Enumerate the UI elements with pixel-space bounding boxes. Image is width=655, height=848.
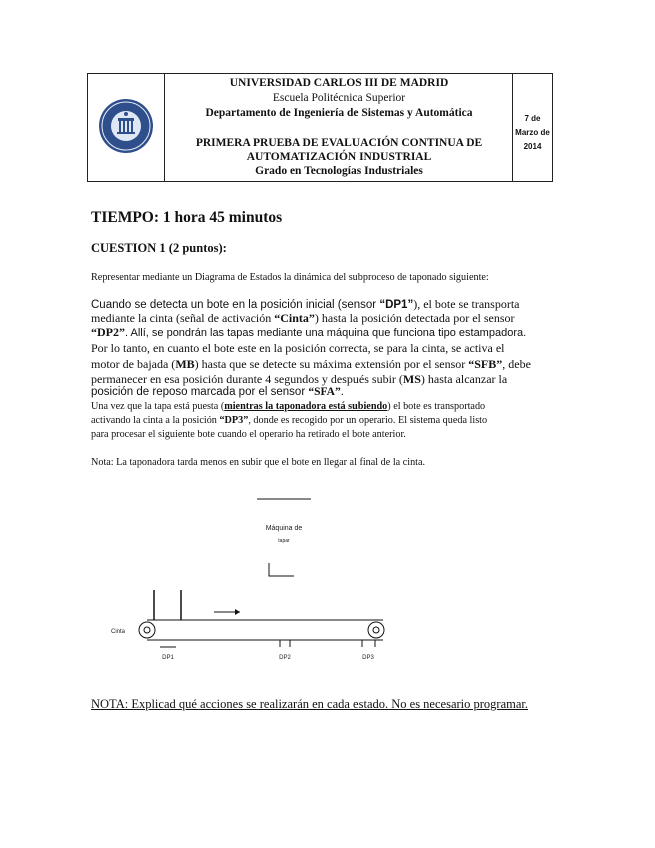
right-pulley-icon [368,622,384,638]
body-text: , debe [502,357,531,371]
exam-date [512,74,552,181]
exam-title-line-2: AUTOMATIZACIÓN INDUSTRIAL [246,151,432,163]
body-text: ) hasta la posición detectada por el sensor [314,311,515,325]
signal-ref-ms: MS [402,372,421,386]
date-line-3: 2014 [523,142,542,151]
arrow-head-icon [235,609,240,615]
sensor-ref-dp2: “DP2” [91,325,125,339]
sensor-ref-dp1: “DP1” [379,299,414,311]
body-line-1 [91,297,520,312]
body-line-4: Por lo tanto, en cuanto el bote este en la posición correcta, se para la cinta, se activa el [91,341,505,355]
body-text: . Allí, se pondrán las tapas mediante una máquina que funciona tipo estampadora. [125,327,527,339]
body-text: Una vez que la tapa está puesta ( [91,401,225,412]
school-name: Escuela Politécnica Superior [272,92,406,104]
conveyor-diagram [100,490,400,665]
sensor-ref-dp3: “DP3” [219,415,249,426]
sensor-dp1-label: DP1 [162,655,174,661]
university-seal-icon [88,74,165,181]
sensor-dp2-mark [280,640,290,647]
signal-ref-mb: MB [175,357,195,371]
signal-ref-cinta: “Cinta” [274,311,315,325]
exam-title-line-1: PRIMERA PRUEBA DE EVALUACIÓN CONTINUA DE [195,137,483,149]
body-text: permanecer en esa posición durante 4 segundos y después subir ( [91,372,403,386]
body-line-5 [91,357,531,372]
body-text: ) el bote es transportado [387,401,486,412]
university-logo-cell [88,74,165,181]
body-text: , donde es recogido por un operario. El sistema queda listo [248,415,488,426]
belt-label: Cinta [111,629,126,635]
body-text: . [340,386,344,398]
sensor-dp2-label: DP2 [279,655,291,661]
question-heading: CUESTION 1 (2 puntos): [91,241,227,255]
sensor-dp3-mark [362,640,375,647]
final-note: NOTA: Explicad qué acciones se realizarán en cada estado. No es necesario programar. [91,697,528,711]
body-line-10: para procesar el siguiente bote cuando el operario ha retirado el bote anterior. [91,429,406,440]
bottle-outline [154,590,181,620]
body-line-6 [91,372,507,387]
note-paragraph: Nota: La taponadora tarda menos en subir que el bote en llegar al final de la cinta. [91,457,426,468]
body-emphasis: mientras la taponadora está subiendo [224,401,388,412]
body-line-9 [91,415,487,426]
exam-duration: TIEMPO: 1 hora 45 minutos [91,209,283,226]
sensor-ref-sfb: “SFB” [468,357,503,371]
date-line-1: 7 de [524,114,541,123]
machine-label-1: Máquina de [265,525,303,532]
body-line-2 [91,311,515,326]
date-line-2: Marzo de [515,128,550,137]
body-text: Cuando se detecta un bote en la posición inicial (sensor [91,299,380,311]
machine-stamp-head [269,563,294,576]
body-text: activando la cinta a la posición [91,415,220,426]
department-name: Departamento de Ingeniería de Sistemas y Automática [205,107,473,119]
intro-paragraph: Representar mediante un Diagrama de Estados la dinámica del subproceso de taponado siguiente: [91,272,489,283]
header-table [87,73,553,182]
university-name: UNIVERSIDAD CARLOS III DE MADRID [229,77,449,89]
body-text: ) hasta que se detecte su máxima extensión por el sensor [194,357,469,371]
machine-label-2: tapar [278,538,290,544]
sensor-dp3-label: DP3 [362,655,374,661]
body-text: ), el bote se transporta [413,297,520,311]
body-text: mediante la cinta (señal de activación [91,311,275,325]
body-line-7 [91,386,344,398]
body-line-3 [91,325,526,340]
body-text: motor de bajada ( [91,357,176,371]
sensor-ref-sfa: “SFA” [308,386,341,398]
body-text: posición de reposo marcada por el sensor [91,386,309,398]
degree-name: Grado en Tecnologías Industriales [255,165,423,177]
body-line-8 [91,401,485,412]
body-text: ) hasta alcanzar la [420,372,508,386]
left-pulley-icon [139,622,155,638]
